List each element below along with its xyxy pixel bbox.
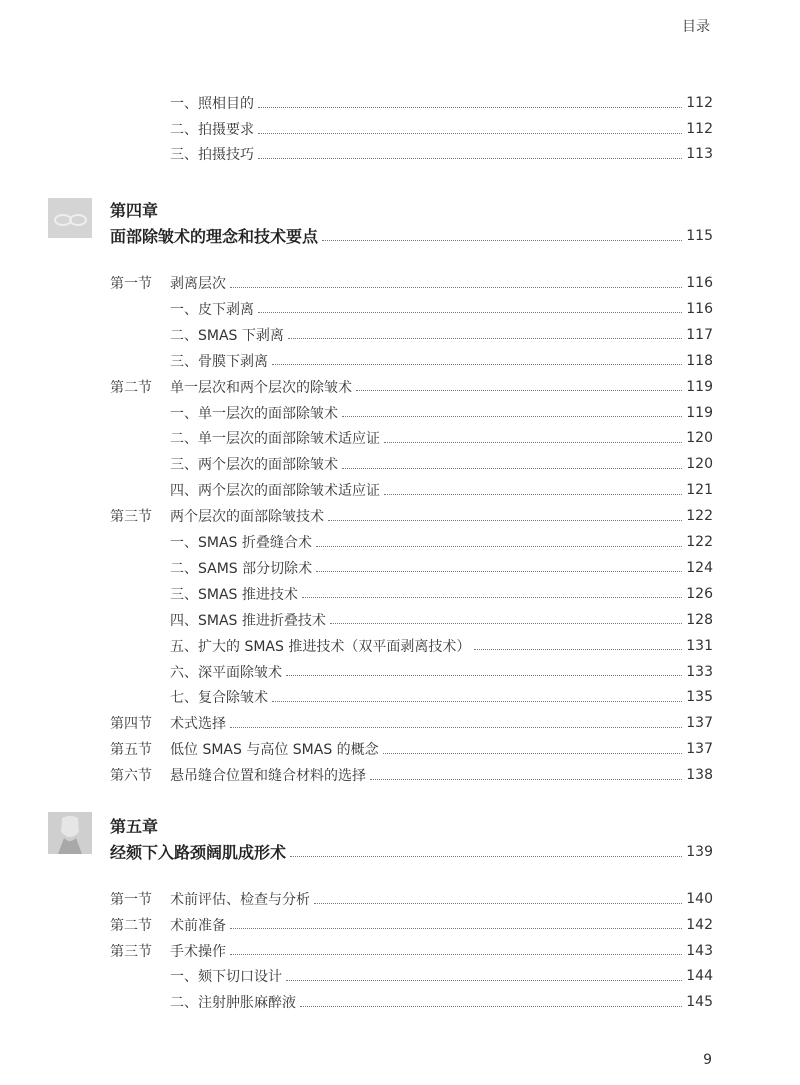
dot-leader — [290, 856, 682, 857]
toc-entry-title: 术式选择 — [170, 716, 226, 733]
dot-leader — [288, 338, 682, 339]
toc-entry-title: 二、单一层次的面部除皱术适应证 — [170, 431, 380, 448]
toc-section[interactable] — [0, 739, 800, 759]
toc-entry-title: 二、拍摄要求 — [170, 122, 254, 138]
toc-entry-page: 124 — [686, 559, 713, 576]
toc-entry-title: 三、两个层次的面部除皱术 — [170, 457, 338, 474]
toc-entry-page: 138 — [686, 767, 713, 784]
dot-leader — [342, 416, 682, 417]
toc-entry-title: 七、复合除皱术 — [170, 690, 268, 707]
toc-entry-page: 133 — [686, 663, 713, 680]
dot-leader — [230, 727, 682, 728]
toc-entry-title: 一、照相目的 — [170, 96, 254, 112]
toc-entry[interactable] — [0, 299, 800, 319]
toc-entry[interactable] — [0, 454, 800, 474]
toc-entry-title: 剥离层次 — [170, 276, 226, 292]
toc-entry-page: 137 — [686, 715, 713, 732]
dot-leader — [370, 779, 682, 780]
toc-entry-title: 二、注射肿胀麻醉液 — [170, 995, 296, 1012]
toc-entry-page: 121 — [686, 482, 713, 499]
toc-entry-page: 119 — [686, 404, 713, 421]
dot-leader — [230, 287, 682, 288]
toc-entry[interactable] — [0, 636, 800, 656]
toc-entry-page: 118 — [686, 352, 713, 369]
toc-entry[interactable] — [0, 584, 800, 604]
toc-entry-page: 112 — [686, 121, 713, 137]
section-number: 第一节 — [110, 276, 152, 292]
dot-leader — [330, 623, 682, 624]
dot-leader — [272, 701, 682, 702]
section-number: 第三节 — [110, 509, 152, 526]
dot-leader — [322, 240, 682, 241]
toc-entry-page: 137 — [686, 741, 713, 758]
chapter-title: 经颏下入路颈阔肌成形术 — [110, 843, 287, 862]
toc-entry-page: 117 — [686, 326, 713, 343]
toc-entry-title: 三、骨膜下剥离 — [170, 353, 268, 370]
toc-entry[interactable] — [0, 966, 800, 986]
dot-leader — [474, 649, 682, 650]
section-number: 第六节 — [110, 768, 152, 785]
dot-leader — [258, 107, 682, 108]
section-number: 第二节 — [110, 917, 152, 934]
toc-entry-page: 112 — [686, 95, 713, 111]
toc-entry[interactable] — [0, 662, 800, 682]
dot-leader — [286, 980, 682, 981]
toc-entry[interactable] — [0, 403, 800, 423]
toc-section[interactable] — [0, 941, 800, 961]
toc-entry-page: 145 — [686, 994, 713, 1011]
dot-leader — [258, 312, 682, 313]
toc-entry-page: 135 — [686, 689, 713, 706]
section-number: 第二节 — [110, 379, 152, 396]
toc-entry-title: 三、SMAS 推进技术 — [170, 586, 298, 603]
chapter-thumbnail-image — [48, 198, 92, 238]
toc-entry-page: 122 — [686, 534, 713, 550]
dot-leader — [300, 1006, 682, 1007]
section-number: 第五节 — [110, 742, 152, 759]
toc-entry-title: 手术操作 — [170, 943, 226, 960]
toc-entry-title: 低位 SMAS 与高位 SMAS 的概念 — [170, 742, 379, 759]
chapter-title: 面部除皱术的理念和技术要点 — [110, 227, 319, 246]
chapter-number: 第四章 — [110, 201, 159, 220]
dot-leader — [314, 903, 682, 904]
toc-section[interactable] — [0, 915, 800, 935]
toc-section[interactable] — [0, 377, 800, 397]
toc-entry[interactable] — [0, 93, 800, 113]
dot-leader — [258, 133, 682, 134]
toc-entry-title: 两个层次的面部除皱技术 — [170, 509, 324, 526]
toc-entry[interactable] — [0, 610, 800, 630]
section-number: 第三节 — [110, 943, 152, 960]
chapter-page: 115 — [686, 227, 713, 244]
toc-entry[interactable] — [0, 480, 800, 500]
toc-entry-title: 一、单一层次的面部除皱术 — [170, 405, 338, 422]
dot-leader — [383, 753, 683, 754]
toc-entry-page: 120 — [686, 456, 713, 473]
toc-section[interactable] — [0, 506, 800, 526]
dot-leader — [230, 954, 682, 955]
toc-entry-title: 一、颏下切口设计 — [170, 969, 282, 986]
toc-entry[interactable] — [0, 687, 800, 707]
toc-section[interactable] — [0, 713, 800, 733]
chapter-page: 139 — [686, 843, 713, 860]
dot-leader — [342, 468, 682, 469]
toc-entry-page: 142 — [686, 916, 713, 933]
toc-section[interactable] — [0, 273, 800, 293]
dot-leader — [384, 494, 682, 495]
toc-entry[interactable] — [0, 119, 800, 139]
toc-entry-page: 128 — [686, 611, 713, 628]
toc-entry[interactable] — [0, 325, 800, 345]
dot-leader — [286, 675, 682, 676]
toc-entry-title: 四、SMAS 推进折叠技术 — [170, 612, 326, 629]
toc-entry[interactable] — [0, 558, 800, 578]
toc-entry-title: 一、SMAS 折叠缝合术 — [170, 535, 312, 551]
toc-entry-title: 术前评估、检查与分析 — [170, 892, 310, 908]
toc-section[interactable] — [0, 889, 800, 909]
toc-entry-title: 三、拍摄技巧 — [170, 147, 254, 163]
dot-leader — [258, 158, 682, 159]
running-header: 目录 — [682, 19, 710, 35]
toc-entry-title: 一、皮下剥离 — [170, 301, 254, 318]
dot-leader — [384, 442, 682, 443]
chapter-number: 第五章 — [110, 817, 159, 836]
section-number: 第一节 — [110, 892, 152, 908]
toc-entry[interactable] — [0, 351, 800, 371]
toc-entry-page: 113 — [686, 146, 713, 162]
toc-entry-page: 119 — [686, 378, 713, 395]
toc-entry-page: 140 — [686, 891, 713, 907]
toc-entry-title: 五、扩大的 SMAS 推进技术（双平面剥离技术） — [170, 638, 471, 655]
toc-entry[interactable] — [0, 144, 800, 164]
dot-leader — [356, 390, 682, 391]
dot-leader — [328, 520, 682, 521]
toc-entry-title: 悬吊缝合位置和缝合材料的选择 — [170, 768, 366, 785]
toc-entry-title: 四、两个层次的面部除皱术适应证 — [170, 483, 380, 500]
toc-entry-page: 116 — [686, 275, 713, 291]
toc-entry[interactable] — [0, 532, 800, 552]
dot-leader — [316, 546, 682, 547]
toc-entry-title: 六、深平面除皱术 — [170, 664, 282, 681]
toc-entry-title: 术前准备 — [170, 917, 226, 934]
chapter-thumbnail-image — [48, 812, 92, 852]
dot-leader — [316, 571, 682, 572]
toc-entry-page: 131 — [686, 637, 713, 654]
toc-entry-page: 120 — [686, 430, 713, 447]
section-number: 第四节 — [110, 716, 152, 733]
toc-entry-page: 144 — [686, 968, 713, 985]
dot-leader — [302, 597, 682, 598]
dot-leader — [230, 928, 682, 929]
toc-entry-title: 二、SMAS 下剥离 — [170, 327, 284, 344]
toc-entry-title: 二、SAMS 部分切除术 — [170, 560, 313, 577]
toc-section[interactable] — [0, 765, 800, 785]
toc-entry[interactable] — [0, 428, 800, 448]
toc-entry[interactable] — [0, 992, 800, 1012]
dot-leader — [272, 364, 682, 365]
toc-entry-page: 126 — [686, 585, 713, 602]
page-number: 9 — [703, 1052, 712, 1068]
toc-entry-page: 122 — [686, 508, 713, 525]
toc-entry-page: 143 — [686, 942, 713, 959]
toc-entry-page: 116 — [686, 300, 713, 317]
toc-entry-title: 单一层次和两个层次的除皱术 — [170, 379, 352, 396]
